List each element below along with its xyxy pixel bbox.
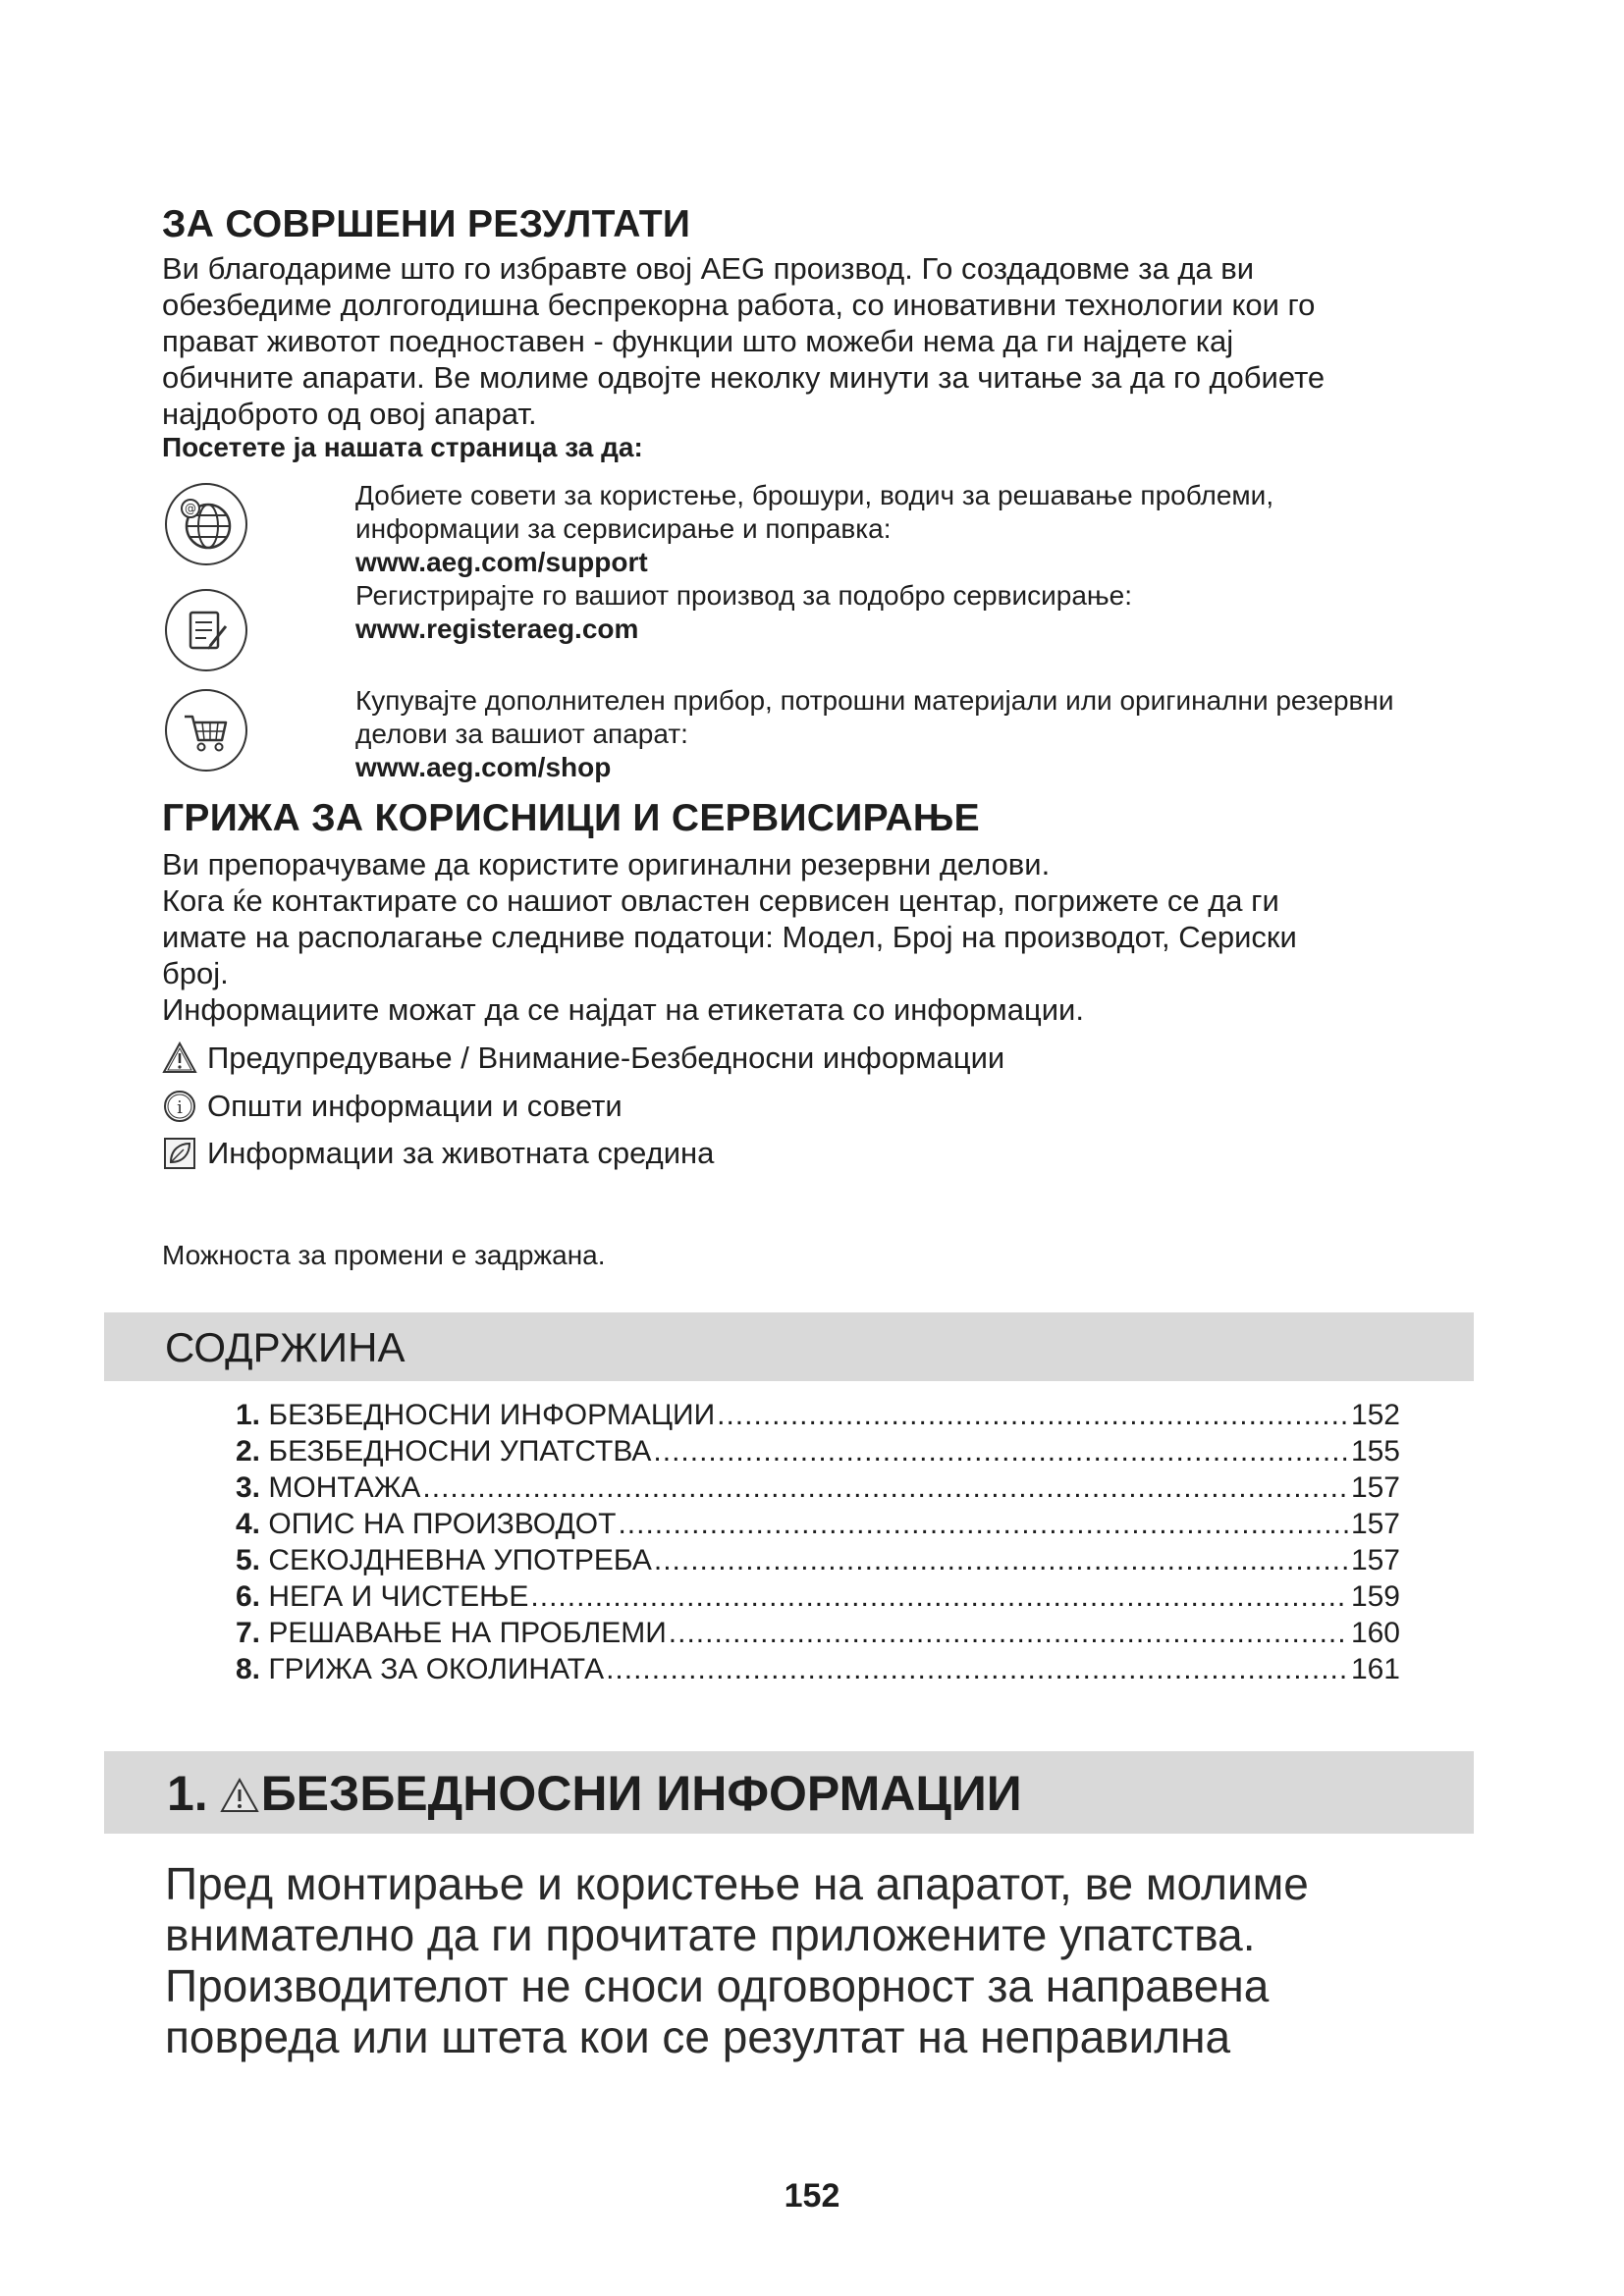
toc-item-page: 157 xyxy=(1350,1544,1400,1576)
intro-line: прават животот поедноставен - функции што можеби нема да ги најдете кај xyxy=(162,324,1234,358)
care-line: број. xyxy=(162,956,229,990)
toc-item-label: БЕЗБЕДНОСНИ УПАТСТВА xyxy=(268,1435,652,1468)
toc-title: СОДРЖИНА xyxy=(165,1324,406,1370)
customer-care-paragraph xyxy=(162,846,1468,1028)
info-line: Добиете совети за користење, брошури, водич за решавање проблеми, xyxy=(355,480,1274,510)
register-link[interactable]: www.registeraeg.com xyxy=(355,614,639,644)
toc-item-page: 157 xyxy=(1350,1471,1400,1504)
care-line: Ви препорачуваме да користите оригинални резервни делови. xyxy=(162,847,1051,881)
support-link[interactable]: www.aeg.com/support xyxy=(355,547,648,577)
toc-item-label: ОПИС НА ПРОИЗВОДОТ xyxy=(268,1508,617,1540)
toc-item-page: 159 xyxy=(1350,1580,1400,1613)
chapter-title-row xyxy=(167,1765,1022,1822)
legend-info-text: Општи информации и совети xyxy=(207,1089,623,1123)
warning-triangle-icon xyxy=(162,1041,197,1076)
info-item-shop xyxy=(355,684,1394,784)
toc-item-page: 152 xyxy=(1350,1399,1400,1431)
toc-item-page: 155 xyxy=(1350,1435,1400,1468)
toc-item[interactable]: 5. СЕКОЈДНЕВНА УПОТРЕБА ..... 157 xyxy=(236,1544,1400,1579)
intro-line: обезбедиме долгогодишна беспрекорна работа, со иновативни технологии кои го xyxy=(162,288,1316,322)
intro-line: обичните апарати. Ве молиме одвојте неколку минути за читање за да го добиете xyxy=(162,360,1326,395)
toc-item[interactable]: 4. ОПИС НА ПРОИЗВОДОТ ..... 157 xyxy=(236,1508,1400,1543)
intro-line: најдоброто од овој апарат. xyxy=(162,397,537,431)
legend-warning xyxy=(162,1039,1004,1078)
legend-warning-text: Предупредување / Внимание-Безбедносни информации xyxy=(207,1041,1005,1075)
info-line: Регистрирајте го вашиот производ за подобро сервисирање: xyxy=(355,580,1133,611)
section-heading-results: ЗА СОВРШЕНИ РЕЗУЛТАТИ xyxy=(162,203,691,245)
visit-label: Посетете ја нашата страница за да: xyxy=(162,432,643,462)
care-line: Информациите можат да се најдат на етикетата со информации. xyxy=(162,992,1084,1027)
legend-environment-text: Информации за животната средина xyxy=(207,1136,715,1170)
chapter-line: повреда или штета кои се резултат на неправилна xyxy=(165,2011,1231,2062)
toc-item-label: ГРИЖА ЗА ОКОЛИНАТА xyxy=(268,1653,605,1685)
environment-leaf-icon xyxy=(162,1136,197,1171)
svg-text:@: @ xyxy=(185,502,196,515)
info-item-register xyxy=(355,579,1132,646)
toc-item-label: РЕШАВАЊЕ НА ПРОБЛЕМИ xyxy=(268,1617,667,1649)
shop-link[interactable]: www.aeg.com/shop xyxy=(355,752,612,782)
toc-item[interactable]: 6. НЕГА И ЧИСТЕЊЕ ..... 159 xyxy=(236,1580,1400,1616)
svg-text:i: i xyxy=(177,1097,183,1118)
info-line: Купувајте дополнителен прибор, потрошни материјали или оригинални резервни xyxy=(355,685,1394,716)
toc-item-label: НЕГА И ЧИСТЕЊЕ xyxy=(268,1580,529,1613)
chapter-line: Пред монтирање и користење на апаратот, ве молиме xyxy=(165,1858,1309,1909)
intro-line: Ви благодариме што го избравте овој AEG производ. Го создадовме за да ви xyxy=(162,251,1255,286)
info-circle-icon xyxy=(162,1089,197,1124)
chapter-header-band xyxy=(104,1751,1474,1834)
info-line: информации за сервисирање и поправка: xyxy=(355,513,892,544)
toc-item[interactable]: 1. БЕЗБЕДНОСНИ ИНФОРМАЦИИ ..... 152 xyxy=(236,1399,1400,1434)
toc-item-page: 157 xyxy=(1350,1508,1400,1540)
legend-environment xyxy=(162,1134,714,1173)
care-line: имате на располагање следниве податоци: Модел, Број на производот, Сериски xyxy=(162,920,1297,954)
toc-item[interactable]: 7. РЕШАВАЊЕ НА ПРОБЛЕМИ ..... 160 xyxy=(236,1617,1400,1652)
warning-triangle-icon xyxy=(220,1770,259,1809)
info-item-support xyxy=(355,479,1273,579)
care-line: Кога ќе контактирате со нашиот овластен сервисен центар, погрижете се да ги xyxy=(162,883,1279,918)
info-line: делови за вашиот апарат: xyxy=(355,719,688,749)
globe-icon xyxy=(165,483,247,565)
chapter-line: внимателно да ги прочитате приложените упатства. xyxy=(165,1909,1256,1960)
toc-item-label: СЕКОЈДНЕВНА УПОТРЕБА xyxy=(268,1544,652,1576)
page-number: 152 xyxy=(784,2177,840,2215)
toc-item-label: БЕЗБЕДНОСНИ ИНФОРМАЦИИ xyxy=(268,1399,716,1431)
legend-info xyxy=(162,1087,623,1126)
toc-item-label: МОНТАЖА xyxy=(268,1471,421,1504)
toc-header-band xyxy=(104,1312,1474,1381)
toc-item[interactable]: 8. ГРИЖА ЗА ОКОЛИНАТА ..... 161 xyxy=(236,1653,1400,1688)
shopping-cart-icon xyxy=(165,689,247,772)
toc-item-page: 161 xyxy=(1350,1653,1400,1685)
toc-item[interactable]: 3. МОНТАЖА ..... 157 xyxy=(236,1471,1400,1507)
toc-item[interactable]: 2. БЕЗБЕДНОСНИ УПАТСТВА ..... 155 xyxy=(236,1435,1400,1470)
chapter-line: Производителот не сноси одговорност за направена xyxy=(165,1960,1270,2011)
chapter-intro-paragraph xyxy=(165,1858,1481,2062)
chapter-number: 1. xyxy=(167,1766,208,1821)
intro-paragraph xyxy=(162,250,1468,432)
changes-reserved-note: Можноста за промени е задржана. xyxy=(162,1240,606,1270)
register-document-icon xyxy=(165,589,247,671)
section-heading-customer-care: ГРИЖА ЗА КОРИСНИЦИ И СЕРВИСИРАЊЕ xyxy=(162,797,980,839)
chapter-title: БЕЗБЕДНОСНИ ИНФОРМАЦИИ xyxy=(260,1766,1022,1821)
toc-item-page: 160 xyxy=(1350,1617,1400,1649)
